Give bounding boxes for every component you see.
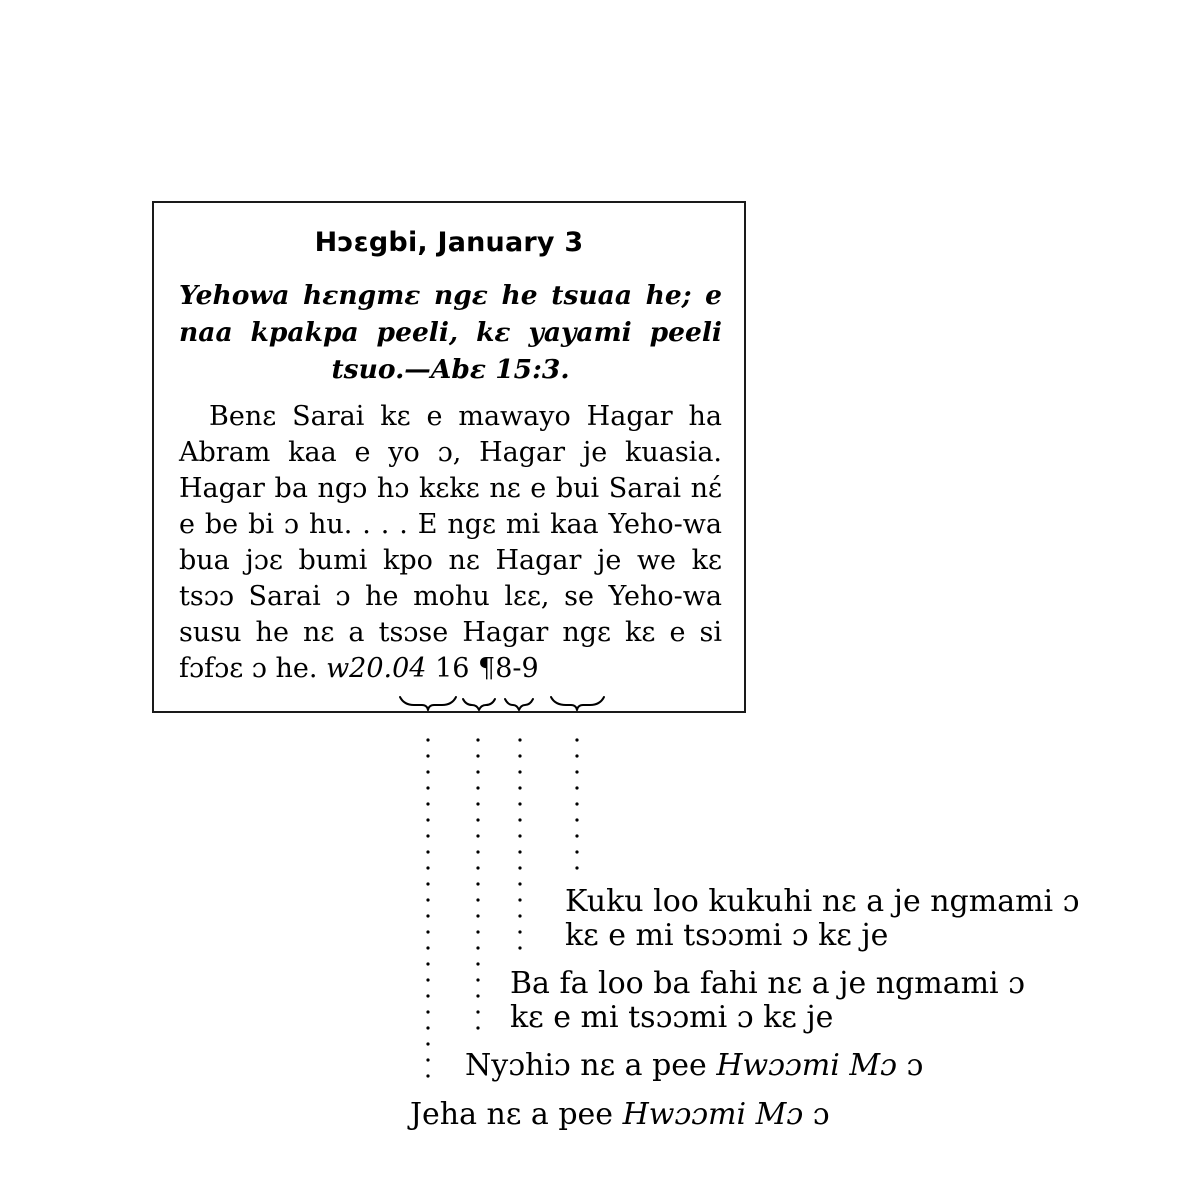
callout-year-suffix: ɔ	[812, 1097, 830, 1132]
brace-paragraphs	[551, 697, 604, 710]
comment-body: Benɛ Sarai kɛ e mawayo Hagar ha Abram kaa e yo ɔ, Hagar je kuasia. Hagar ba ngɔ hɔ kɛkɛ nɛ e bui Sarai nɛ́ e be bi ɔ hu. . . . E ngɛ mi kaa Yeho-wa bua jɔɛ bumi kpo nɛ Hagar je we kɛ tsɔɔ Sarai ɔ he mohu lɛɛ, se Yeho-wa susu he nɛ a tsɔse Hagar ngɛ kɛ e si fɔfɔɛ ɔ he.	[179, 401, 722, 684]
reference-page: 16	[435, 653, 470, 684]
callout-issue-prefix: Nyɔhiɔ nɛ a pee	[465, 1048, 707, 1083]
callout-page	[510, 967, 1025, 1035]
callout-paragraphs-line2: kɛ e mi tsɔɔmi ɔ kɛ je	[565, 918, 889, 953]
callout-page-line1: Ba fa loo ba fahi nɛ a je ngmami ɔ	[510, 966, 1025, 1001]
theme-scripture: Yehowa hɛngmɛ ngɛ he tsuaa he; e naa kpakpa peeli, kɛ yayami peeli tsuo.—Abɛ 15:3.	[179, 280, 722, 385]
callout-page-line2: kɛ e mi tsɔɔmi ɔ kɛ je	[510, 1000, 834, 1035]
callout-issue	[465, 1049, 923, 1083]
callout-year-title: Hwɔɔmi Mɔ	[622, 1097, 804, 1132]
callout-issue-suffix: ɔ	[906, 1048, 924, 1083]
date-heading: Hɔɛgbi, January 3	[314, 227, 584, 258]
reference-publication: w20.04	[326, 653, 427, 684]
callout-year	[410, 1098, 830, 1132]
callout-year-prefix: Jeha nɛ a pee	[410, 1097, 614, 1132]
callout-paragraphs-line1: Kuku loo kukuhi nɛ a je ngmami ɔ	[565, 884, 1080, 919]
brace-year	[400, 697, 456, 710]
brace-page	[505, 699, 533, 710]
callout-issue-title: Hwɔɔmi Mɔ	[716, 1048, 897, 1083]
reference-paragraphs: ¶8-9	[478, 653, 539, 684]
brace-issue	[463, 699, 495, 710]
callout-paragraphs	[565, 885, 1079, 953]
